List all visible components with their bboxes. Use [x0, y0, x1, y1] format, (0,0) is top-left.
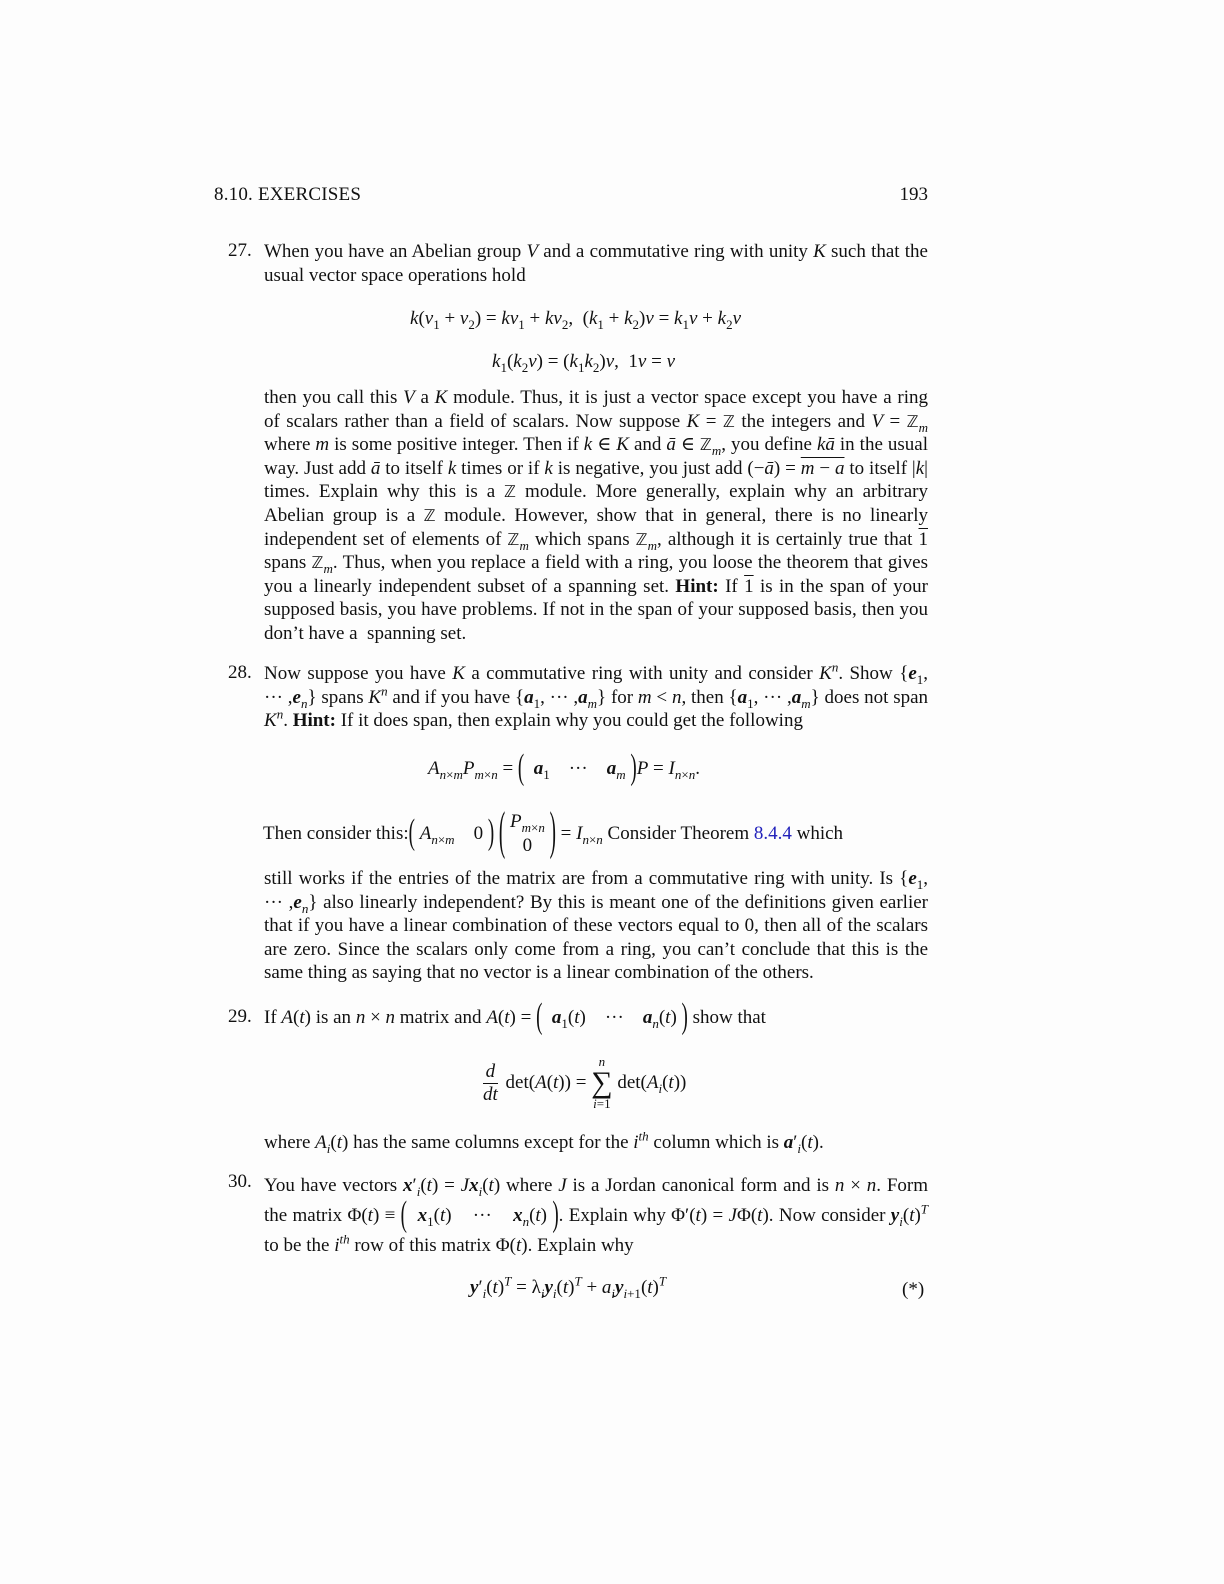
- exercise-number: 30.: [228, 1171, 252, 1192]
- exercise-number: 27.: [228, 240, 252, 261]
- theorem-link[interactable]: 8.4.4: [753, 823, 792, 844]
- running-header: [214, 184, 928, 210]
- exercise-text: You have vectors $x'_i(t) = Jx_i(t)$ where J is a Jordan canonical form and is n × n. Form the matrix Φ(t) ≡ ( $x_1(t)$ ··· $x_n(t)$ ). Explain why Φ′(t) = JΦ(t). Now consider $y_i(t)^T$ to be the $i^{th}$ row of this matrix Φ(t). Explain why: [264, 1175, 929, 1256]
- exercise-text: then you call this V a K module. Thus, it is just a vector space except you have a ring of scalars rather than a field of scalars. Now suppose K = ℤ the integers and V = ℤ$_m$ where m is some positive integer. Then if k ∈ K and ā ∈ ℤ$_m$, you define kā in the usual way. Just add ā to itself k times or if k is negative, you just add (−ā) = m − a to itself |k| times. Explain why this is a ℤ module. More generally, explain why an arbitrary Abelian group is a ℤ module. However, show that in general, there is no linearly independent set of elements of ℤ$_m$ which spans ℤ$_m$, although it is certainly true that 1 spans ℤ$_m$. Thus, when you replace a field with a ring, you loose the theorem that gives you a linearly independent subset of a spanning set. Hint: If 1 is in the span of your supposed basis, you have problems. If not in the span of your supposed basis, then you don’t have a spanning set.: [264, 387, 928, 644]
- exercise-number: 28.: [228, 662, 252, 683]
- exercise-text: still works if the entries of the matrix are from a commutative ring with unity. Is {$e_1$, ··· $,e_n$} also linearly independent? By this is meant one of the definitions given earlier that if you have a linear combination of these vectors equal to 0, then all of the scalars are zero. Since the scalars only come from a ring, you can’t conclude that this is the same thing as saying that no vector is a linear combination of the others.: [264, 868, 929, 984]
- exercise-29-continued: [228, 1128, 928, 1156]
- equation-derivative-determinant: $\frac{d}{dt}$ det(A(t)) = n ∑ i=1 $\det(A_i(t))$: [483, 1054, 687, 1111]
- exercise-28: [228, 659, 929, 733]
- equation-module-axioms-2: $k_1(k_2v) = (k_1k_2)v$, 1v = v: [492, 351, 675, 375]
- exercise-number: 29.: [228, 1006, 252, 1027]
- exercise-text: where $A_i(t)$ has the same columns except for the $i^{th}$ column which is $a'_i(t)$.: [264, 1128, 824, 1156]
- equation-block-matrix: Then consider this:( $A_{n\times m}$ 0 ) ( $P_{m\times n}$ 0 ) = $I_{n\times n}$ Consider Theorem 8.4.4 which: [263, 803, 844, 862]
- exercise-30: [228, 1171, 928, 1261]
- equation-tag: (*): [902, 1279, 925, 1300]
- exercise-28-continued: [228, 867, 928, 985]
- exercise-text: When you have an Abelian group V and a commutative ring with unity K such that the usual vector space operations hold: [264, 241, 928, 286]
- equation-module-axioms-1: $k(v_1 + v_2) = kv_1 + kv_2$, $(k_1 + k_2)v = k_1v + k_2v$: [410, 308, 741, 332]
- exercise-29: [228, 997, 928, 1038]
- page-number: 193: [899, 184, 928, 205]
- section-title: 8.10. EXERCISES: [214, 184, 362, 205]
- exercise-text: Now suppose you have K a commutative ring with unity and consider $K^n$. Show {$e_1$, ··· $,e_n$} spans $K^n$ and if you have {$a_1$, ··· $,a_m$} for m < n, then {$a_1$, ··· $,a_m$} does not span $K^n$. Hint: If it does span, then explain why you could get the following: [264, 659, 929, 732]
- hint-label: Hint:: [292, 710, 336, 732]
- exercise-27-continued: [228, 386, 928, 646]
- exercise-text: If A(t) is an n × n matrix and A(t) = ( $a_1(t)$ ··· $a_n(t)$ ) show that: [264, 997, 766, 1038]
- equation-row-recurrence: $y'_i(t)^T = \lambda_iy_i(t)^T + a_iy_{i+1}(t)^T$: [470, 1273, 667, 1301]
- hint-label: Hint:: [675, 575, 719, 597]
- exercise-27: [228, 240, 928, 287]
- equation-matrix-product: $A_{n\times m}P_{m\times n}$ = ( $a_1$ ··· $a_m$ )$P = I_{n\times n}$.: [428, 748, 700, 788]
